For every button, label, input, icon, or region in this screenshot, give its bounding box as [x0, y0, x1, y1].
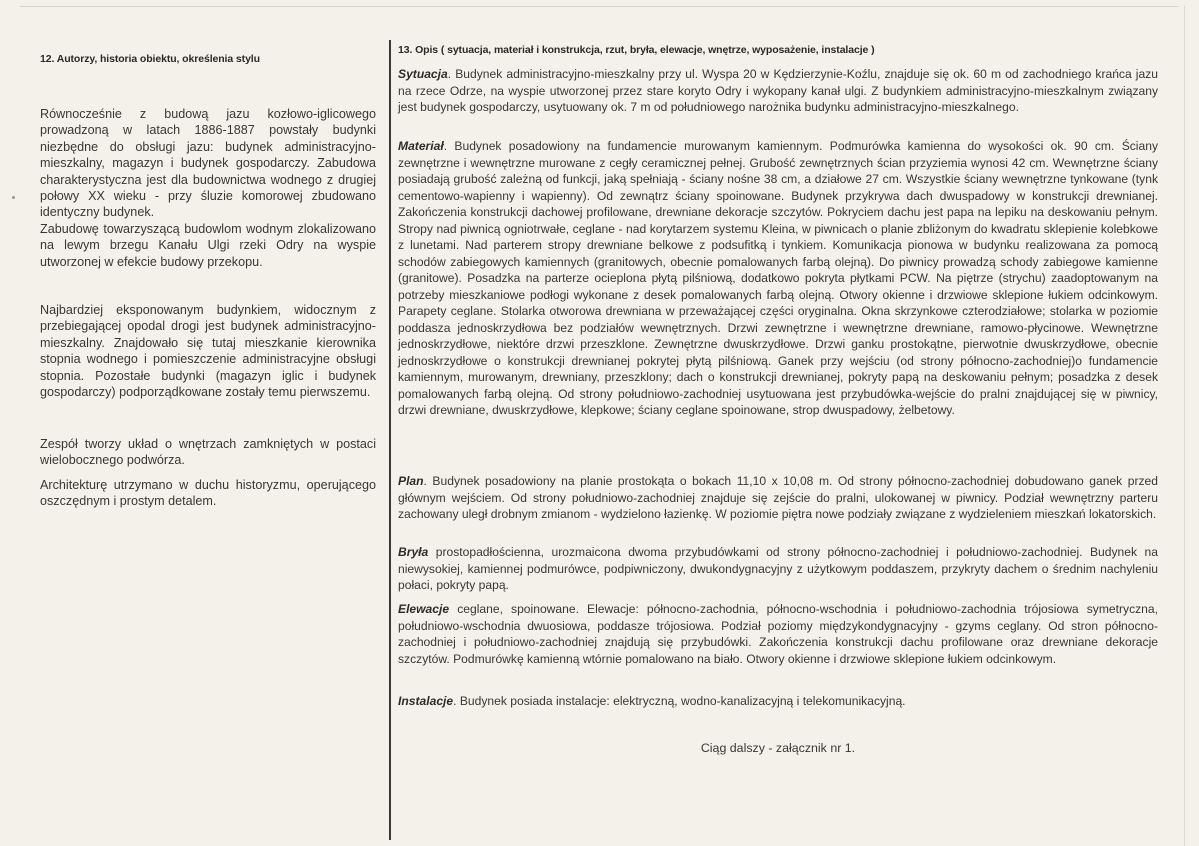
description-massing: [398, 544, 1158, 594]
section-text: . Budynek posadowiony na fundamencie murowanym kamiennym. Podmurówka kamienna do wysokości ok. 90 cm. Ściany zewnętrzne i wewnętrzne murowane z cegły ceramicznej pełnej. Grubość zewnętrznych ścian przyziemia wynosi 42 cm. Wewnętrzne ściany posiadają grubość zależną od funkcji, jaką spełniają - ściany nośne 38 cm, a działowe 27 cm. Wszystkie ściany wewnętrzne tynkowane (tynk cementowo-wapienny i wapienny). Od zewnątrz ściany spoinowane. Budynek przykrywa dach dwuspadowy w konstrukcji drewnianej. Zakończenia konstrukcji dachowej profilowane, drewniane dekoracje szczytów. Pokryciem dachu jest papa na lepiku na deskowaniu pełnym. Stropy nad piwnicą ogniotrwałe, ceglane - nad korytarzem systemu Kleina, w piwnicach o planie zbliżonym do kwadratu sklepienie kolebkowe z lunetami. Nad parterem stropy drewniane belkowe z podsufitką i tynkiem. Komunikacja pionowa w budynku realizowana za pomocą schodów zabiegowych kamiennych (granitowych, obecnie pomalowanych farbą olejną). Do piwnicy prowadzą schody zabiegowe kamienne (granitowe). Posadzka na parterze ocieplona płytą pilśniową, dodatkowo pokryta płytkami PCW. Na piętrze (strychu) zaadoptowanym na potrzeby mieszkaniowe podłogi wykonane z desek pomalowanych farbą olejną. Otwory okienne i drzwiowe sklepione łukiem odcinkowym. Parapety ceglane. Stolarka otworowa drewniana w przeważającej części oryginalna. Okna skrzynkowe czterodziałowe; stolarka w poziomie poddasza jednoskrzydłowa bez podziałów wewnętrznych. Drzwi zewnętrzne i wewnętrzne drewniane, ramowo-płycinowe. Wewnętrzne jednoskrzydłowe, niektóre drzwi przeszklone. Zewnętrzne dwuskrzydłowe. Drzwi ganku prostokątne, pierwotnie dwuskrzydłowe, obecnie jednoskrzydłowe o konstrukcji drewnianej pokrytej płytą pilśniową. Ganek przy wejściu (od strony północno-zachodniej)o fundamencie kamiennym, murowanym, drewniany, przeszklony; dach o konstrukcji drewnianej, pokryty papą na deskowaniu pełnym; posadzka z desek pomalowanych farbą olejną. Od strony południowo-zachodniej usytuowana jest przybudówka-wejście do pralni znajdującej się w piwnicy, drzwi drewniane, dwuskrzydłowe, klepkowe; ściany ceglane spoinowane, strop dwuspadowy, żelbetowy.: [398, 139, 1158, 417]
section-12-heading: 12. Autorzy, historia obiektu, określenia stylu: [40, 53, 260, 65]
section-text: prostopadłościenna, urozmaicona dwoma przybudówkami od strony północno-zachodniej i południowo-zachodniej. Budynek na niewysokiej, kamiennej podmurówce, podpiwniczony, dwukondygnacyjny z użytkowym poddaszem, przykryty dachem o średnim nachyleniu połaci, pokryty papą.: [398, 545, 1158, 592]
page-edge-right: [1184, 6, 1185, 846]
history-paragraph: Zabudowę towarzyszącą budowlom wodnym zlokalizowano na lewym brzegu Kanału Ulgi rzeki Odry na wyspie utworzonej w efekcie budowy przekopu.: [40, 222, 376, 269]
page-edge-top: [20, 6, 1179, 7]
history-paragraph: Najbardziej eksponowanym budynkiem, widocznym z przebiegającej opodal drogi jest budynek administracyjno-mieszkalny. Znajdowało się tutaj mieszkanie kierownika stopnia wodnego i pomieszczenie administracyjne obsługi stopnia. Pozostałe budynki (magazyn iglic i budynek gospodarczy) podporządkowane zostały temu pierwszemu.: [40, 303, 376, 400]
description-plan: [398, 473, 1158, 523]
description-installations: [398, 693, 1158, 710]
section-text: . Budynek posiada instalacje: elektryczną, wodno-kanalizacyjną i telekomunikacyjną.: [453, 694, 906, 708]
history-paragraph: Architekturę utrzymano w duchu historyzmu, operującego oszczędnym i prostym detalem.: [40, 478, 376, 509]
section-label: Bryła: [398, 545, 429, 559]
section-label: Instalacje: [398, 694, 454, 708]
column-divider: [389, 40, 391, 840]
section-text: . Budynek administracyjno-mieszkalny przy ul. Wyspa 20 w Kędzierzynie-Koźlu, znajduje się ok. 60 m od zachodniego krańca jazu na rzece Odrze, na wyspie utworzonej przez stare koryto Odry i wykopany kanał ulgi. Z budynkiem administracyjno-mieszkalnym związany jest budynek gospodarczy, usytuowany ok. 7 m od południowego narożnika budynku administracyjno-mieszkalnego.: [398, 67, 1158, 114]
section-13-heading: 13. Opis ( sytuacja, materiał i konstrukcja, rzut, bryła, elewacje, wnętrze, wyposażenie, instalacje ): [398, 44, 875, 56]
description-elevations: [398, 601, 1158, 667]
section-label: Sytuacja: [398, 67, 448, 81]
section-label: Plan: [398, 474, 424, 488]
section-text: ceglane, spoinowane. Elewacje: północno-zachodnia, północno-wschodnia i południowo-zachodnia trójosiowa symetryczna, południowo-wschodnia dwuosiowa, poddasze trójosiowa. Podział poziomy międzykondygnacyjny - gzyms ceglany. Od stron północno-zachodniej i południowo-zachodniej znajdują się przybudówki. Zakończenia konstrukcji dachu profilowane oraz drewniane dekoracje szczytów. Podmurówkę kamienną wtórnie pomalowano na biało. Otwory okienne i drzwiowe sklepione łukiem odcinkowym.: [398, 602, 1158, 666]
description-material: [398, 138, 1158, 419]
continuation-note: Ciąg dalszy - załącznik nr 1.: [700, 741, 856, 755]
history-paragraph: Zespół tworzy układ o wnętrzach zamkniętych w postaci wielobocznego podwórza.: [40, 437, 376, 468]
section-label: Materiał: [398, 139, 444, 153]
scan-speck: [12, 196, 15, 199]
section-label: Elewacje: [398, 602, 450, 616]
description-situation: [398, 66, 1158, 116]
history-paragraph: Równocześnie z budową jazu kozłowo-iglicowego prowadzoną w latach 1886-1887 powstały budynki niezbędne do obsługi jazu: budynek administracyjno-mieszkalny, magazyn i budynek gospodarczy. Zabudowa charakterystyczna jest dla budownictwa wodnego z drugiej połowy XX wieku - przy śluzie komorowej zbudowano identyczny budynek.: [40, 107, 376, 220]
section-text: . Budynek posadowiony na planie prostokąta o bokach 11,10 x 10,08 m. Od strony północno-zachodniej dobudowano ganek przed głównym wejściem. Od strony południowo-zachodniej znajduje się zejście do pralni, ulokowanej w piwnicy. Podział wewnętrzny parteru zachowany uległ drobnym zmianom - wydzielono łazienkę. W poziomie piętra nowe podziały związane z wydzieleniem mieszkań lokatorskich.: [398, 474, 1158, 521]
